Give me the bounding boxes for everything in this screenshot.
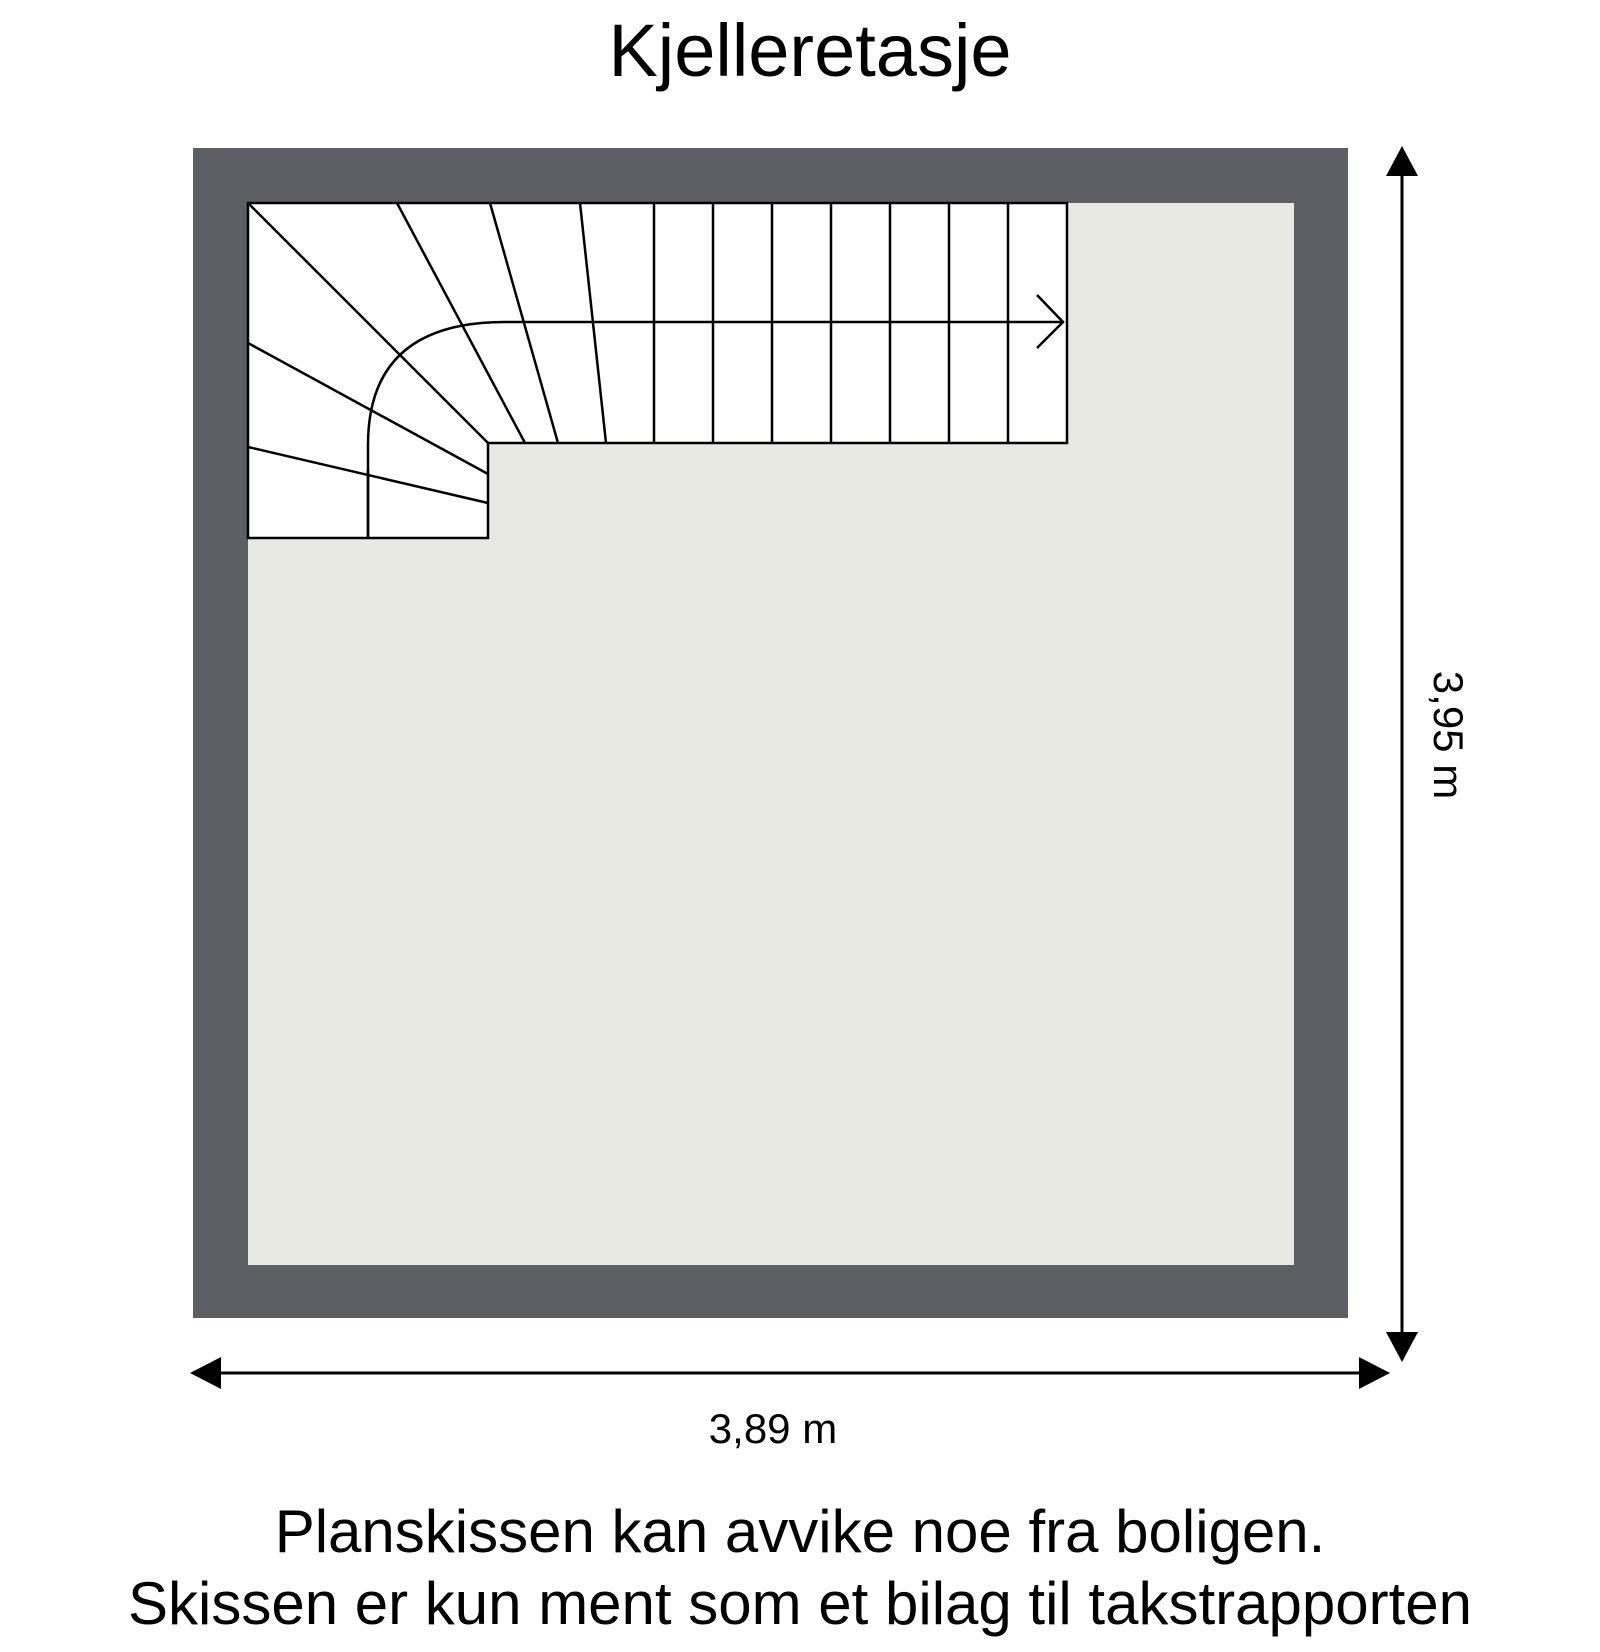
width-dimension <box>190 1357 1390 1452</box>
arrow-up-icon <box>1386 146 1418 176</box>
height-dimension <box>1386 146 1472 1362</box>
arrow-right-icon <box>1359 1357 1390 1389</box>
width-label: 3,89 m <box>708 1405 838 1452</box>
arrow-down-icon <box>1386 1332 1418 1362</box>
disclaimer-line-2: Skissen er kun ment som et bilag til takstrapporten <box>128 1570 1472 1637</box>
disclaimer-line-1: Planskissen kan avvike noe fra boligen. <box>274 1498 1326 1565</box>
floor-title: Kjelleretasje <box>608 9 1012 92</box>
arrow-left-icon <box>190 1357 221 1389</box>
height-label: 3,95 m <box>1424 670 1472 800</box>
